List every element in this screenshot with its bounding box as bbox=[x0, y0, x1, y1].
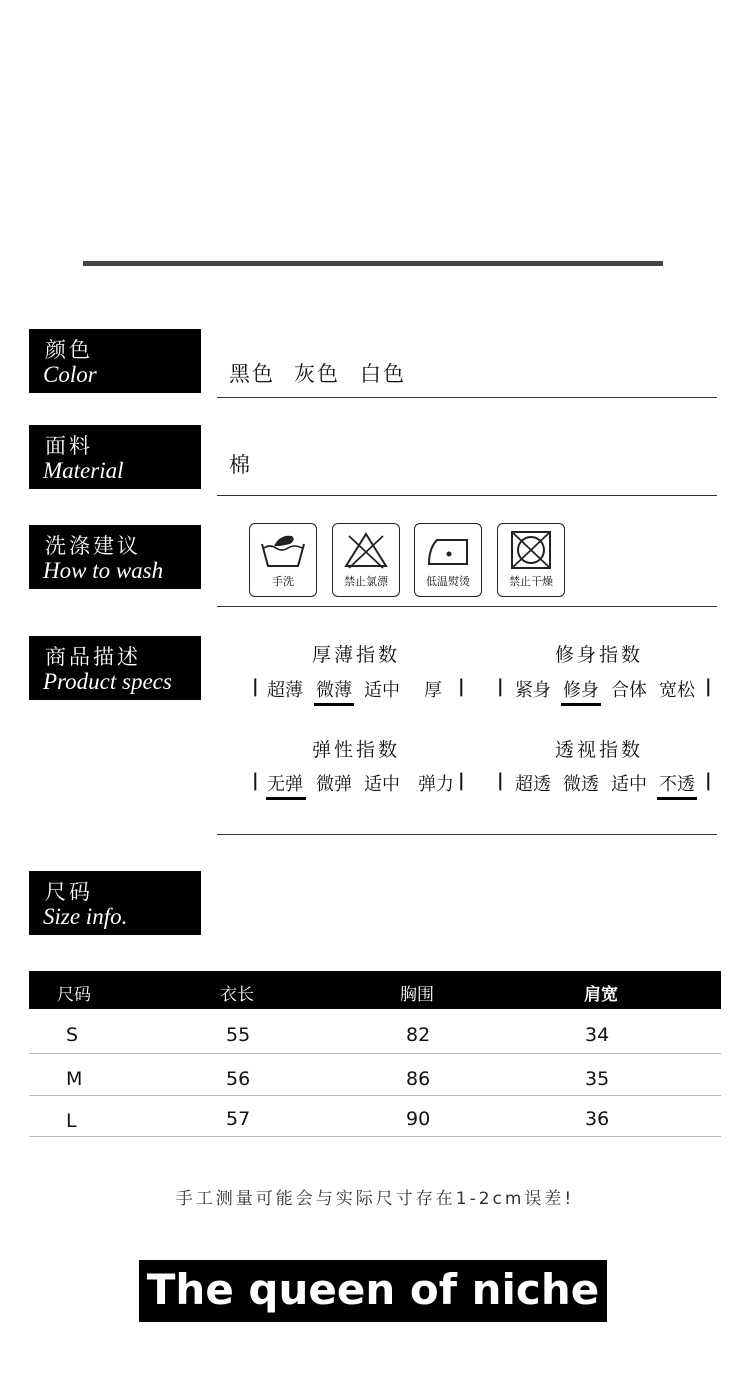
no-dry-caption: 禁止干燥 bbox=[509, 575, 553, 588]
header-size: 尺码 bbox=[57, 985, 91, 1005]
measurement-note: 手工测量可能会与实际尺寸存在1-2cm误差! bbox=[175, 1189, 575, 1209]
no-bleach-card bbox=[332, 523, 400, 597]
scale-bar-right: | bbox=[705, 676, 712, 697]
row-divider bbox=[29, 1095, 721, 1096]
table-cell: L bbox=[66, 1110, 77, 1132]
wash-label bbox=[29, 525, 201, 589]
elasticity-option: 适中 bbox=[364, 774, 400, 795]
fit-option: 合体 bbox=[611, 680, 647, 701]
transparency-selected-underline bbox=[657, 797, 697, 800]
size-table-header bbox=[29, 971, 721, 1009]
material-label-en: Material bbox=[43, 458, 124, 483]
table-cell: 36 bbox=[585, 1108, 610, 1130]
table-cell: 86 bbox=[406, 1068, 431, 1090]
wash-label-en: How to wash bbox=[43, 558, 164, 583]
low-iron-card bbox=[414, 523, 482, 597]
scale-bar-left: | bbox=[497, 676, 504, 697]
fit-option: 宽松 bbox=[659, 680, 695, 701]
fit-option: 紧身 bbox=[515, 680, 551, 701]
color-value-gray: 灰色 bbox=[294, 362, 340, 386]
thickness-scale bbox=[0, 676, 750, 704]
table-cell: 35 bbox=[585, 1068, 610, 1090]
scale-bar-left: | bbox=[497, 770, 504, 791]
table-cell: 55 bbox=[226, 1024, 251, 1046]
color-divider bbox=[217, 397, 717, 398]
specs-label-cn: 商品描述 bbox=[45, 645, 141, 669]
table-cell: M bbox=[66, 1068, 83, 1090]
thickness-option: 厚 bbox=[424, 680, 442, 701]
hand-wash-icon bbox=[258, 530, 308, 570]
row-divider bbox=[29, 1136, 721, 1137]
low-iron-caption: 低温熨烫 bbox=[426, 575, 470, 588]
scale-bar-right: | bbox=[458, 770, 465, 791]
table-cell: 34 bbox=[585, 1024, 610, 1046]
thickness-title: 厚薄指数 bbox=[312, 644, 401, 666]
specs-label-en: Product specs bbox=[43, 669, 172, 694]
elasticity-option: 微弹 bbox=[316, 774, 352, 795]
header-length: 衣长 bbox=[220, 985, 254, 1005]
thickness-option: 微薄 bbox=[316, 680, 352, 701]
color-value-white: 白色 bbox=[360, 362, 406, 386]
transparency-option: 适中 bbox=[611, 774, 647, 795]
scale-bar-left: | bbox=[252, 770, 259, 791]
material-label bbox=[29, 425, 201, 489]
header-chest: 胸围 bbox=[400, 985, 434, 1005]
elasticity-option: 弹力 bbox=[418, 774, 454, 795]
material-label-cn: 面料 bbox=[45, 434, 93, 458]
wash-label-cn: 洗涤建议 bbox=[45, 534, 141, 558]
color-label-en: Color bbox=[43, 362, 97, 387]
transparency-option: 微透 bbox=[563, 774, 599, 795]
color-label-cn: 颜色 bbox=[45, 338, 93, 362]
transparency-option: 超透 bbox=[515, 774, 551, 795]
row-divider bbox=[29, 1053, 721, 1054]
material-value: 棉 bbox=[229, 453, 252, 477]
elasticity-option: 无弹 bbox=[267, 774, 303, 795]
hand-wash-caption: 手洗 bbox=[272, 575, 294, 588]
table-cell: 90 bbox=[406, 1108, 431, 1130]
thickness-option: 适中 bbox=[364, 680, 400, 701]
no-tumble-dry-icon bbox=[506, 530, 556, 570]
thickness-option: 超薄 bbox=[267, 680, 303, 701]
no-bleach-icon bbox=[341, 530, 391, 570]
material-divider bbox=[217, 495, 717, 496]
transparency-option: 不透 bbox=[659, 774, 695, 795]
fit-selected-underline bbox=[561, 703, 601, 706]
elasticity-selected-underline bbox=[266, 797, 306, 800]
size-label bbox=[29, 871, 201, 935]
fit-option: 修身 bbox=[563, 680, 599, 701]
table-cell: 82 bbox=[406, 1024, 431, 1046]
top-divider bbox=[83, 261, 663, 266]
scale-bar-right: | bbox=[458, 676, 465, 697]
fit-title: 修身指数 bbox=[555, 644, 644, 666]
table-cell: 57 bbox=[226, 1108, 251, 1130]
wash-divider bbox=[217, 606, 717, 607]
scale-bar-right: | bbox=[705, 770, 712, 791]
low-iron-icon bbox=[423, 530, 473, 570]
specs-divider bbox=[217, 834, 717, 835]
thickness-selected-underline bbox=[314, 703, 354, 706]
table-cell: S bbox=[66, 1024, 79, 1046]
no-dry-card bbox=[497, 523, 565, 597]
color-label bbox=[29, 329, 201, 393]
size-label-en: Size info. bbox=[43, 904, 128, 929]
hand-wash-card bbox=[249, 523, 317, 597]
transparency-title: 透视指数 bbox=[555, 739, 644, 761]
slogan-banner: The queen of niche bbox=[139, 1260, 607, 1322]
elasticity-title: 弹性指数 bbox=[312, 739, 401, 761]
scale-bar-left: | bbox=[252, 676, 259, 697]
table-cell: 56 bbox=[226, 1068, 251, 1090]
color-value-black: 黑色 bbox=[229, 362, 275, 386]
size-label-cn: 尺码 bbox=[45, 880, 93, 904]
no-bleach-caption: 禁止氯漂 bbox=[344, 575, 388, 588]
elasticity-scale bbox=[0, 770, 750, 798]
header-shoulder: 肩宽 bbox=[584, 985, 618, 1005]
